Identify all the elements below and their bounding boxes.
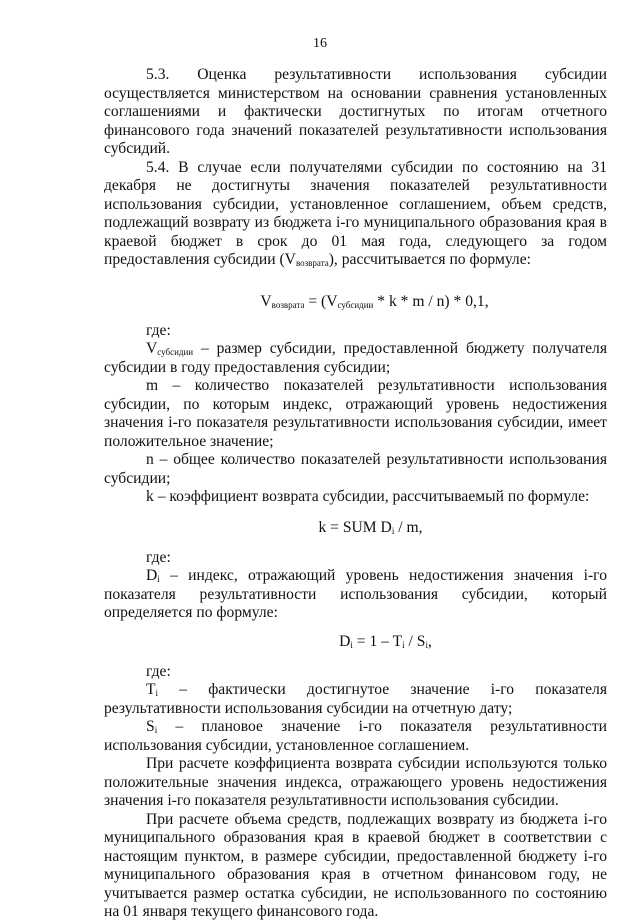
formula-refund-volume (142, 293, 607, 311)
formula3-d: , (427, 632, 432, 650)
def-v-text: – размер субсидии, предоставленной бюджету получателя субсидии в году предоставления субсидии; (104, 340, 607, 376)
formula-k (134, 519, 607, 537)
formula1-v: V (260, 292, 272, 310)
def-d-sub: i (157, 574, 160, 584)
paragraph-5-4 (104, 159, 607, 270)
where-label-3: где: (146, 662, 171, 680)
definition-d (104, 567, 607, 623)
formula3-a-sub: i (350, 639, 353, 650)
definition-k: k – коэффициент возврата субсидии, рассчитываемый по формуле: (146, 488, 590, 505)
paragraph-calc-volume: При расчете объема средств, подлежащих возврату из бюджета i-го муниципального образования края в краевой бюджет в соответствии с настоящим пунктом, в размере субсидии, предоставленной бюджету i-го муниципального образования края в отчетном финансовом году, не учитывается размер остатка субсидии, не использованного по состоянию на 01 января текущего финансового года. (104, 810, 607, 920)
def-t-symbol: T (146, 681, 156, 698)
formula2-sub: i (391, 525, 395, 536)
formula3-c: / S (404, 632, 426, 650)
formula-d (164, 633, 607, 651)
def-v-sub: субсидии (157, 347, 194, 357)
def-t-sub: i (155, 688, 159, 698)
where-label-1: где: (146, 321, 171, 339)
formula2-right: / m, (394, 518, 423, 536)
formula1-rest: * k * m / n) * 0,1, (373, 292, 489, 310)
paragraph-5-4-text-a: 5.4. В случае если получателями субсидии по состоянию на 31 декабря не достигнуты значения показателей результативности использования субсидии, установленное соглашением, объем средств, подлежащий возврату из бюджета i-го муниципального образования края в краевой бюджет в срок до 01 мая года, следующего за годом предоставления субсидии (V (104, 158, 607, 268)
def-s-sub: i (154, 725, 158, 735)
paragraph-calc-coefficient: При расчете коэффициента возврата субсидии используются только положительные значения индекса, отражающего уровень недостижения значения i-го показателя результативности использования субсидии. (104, 755, 607, 809)
formula2-left: k = SUM D (318, 518, 392, 536)
definition-s (104, 718, 607, 755)
def-d-symbol: D (146, 567, 158, 584)
definition-v-subsidy (104, 340, 607, 377)
paragraph-5-4-text-b: ), рассчитывается по формуле: (328, 251, 531, 268)
page-number: 16 (313, 36, 327, 51)
def-d-text: – индекс, отражающий уровень недостижения значения i-го показателя результативности использования субсидии, который определяется по формуле: (104, 567, 607, 621)
def-v-symbol: V (146, 340, 158, 357)
formula3-b: = 1 – T (352, 632, 403, 650)
formula3-b-sub: i (402, 639, 405, 650)
paragraph-5-3: 5.3. Оценка результативности использования субсидии осуществляется министерством на основании сравнения установленных соглашениями и фактически достигнутых по итогам отчетного финансового года значений показателей результативности использования субсидий. (104, 66, 607, 157)
definition-m: m – количество показателей результативности использования субсидии, по которым индекс, отражающий уровень недостижения значения i-го показателя результативности использования субсидии, имеет положительное значение; (104, 377, 607, 450)
where-label-2: где: (146, 548, 171, 566)
formula1-sub2: субсидии (337, 299, 374, 310)
definition-t (104, 681, 607, 718)
def-s-text: – плановое значение i-го показателя результативности использования субсидии, установленное соглашением. (104, 718, 607, 754)
definition-n: n – общее количество показателей результативности использования субсидии; (104, 451, 607, 487)
def-s-symbol: S (146, 718, 155, 735)
formula3-c-sub: i (425, 639, 428, 650)
def-t-text: – фактически достигнутое значение i-го показателя результативности использования субсидии на отчетную дату; (104, 681, 607, 717)
formula1-mid: = (V (304, 292, 338, 310)
formula3-a: D (339, 632, 351, 650)
formula1-v-sub: возврата (271, 299, 305, 310)
paragraph-5-4-subscript: возврата (295, 258, 329, 268)
document-body (104, 66, 607, 922)
